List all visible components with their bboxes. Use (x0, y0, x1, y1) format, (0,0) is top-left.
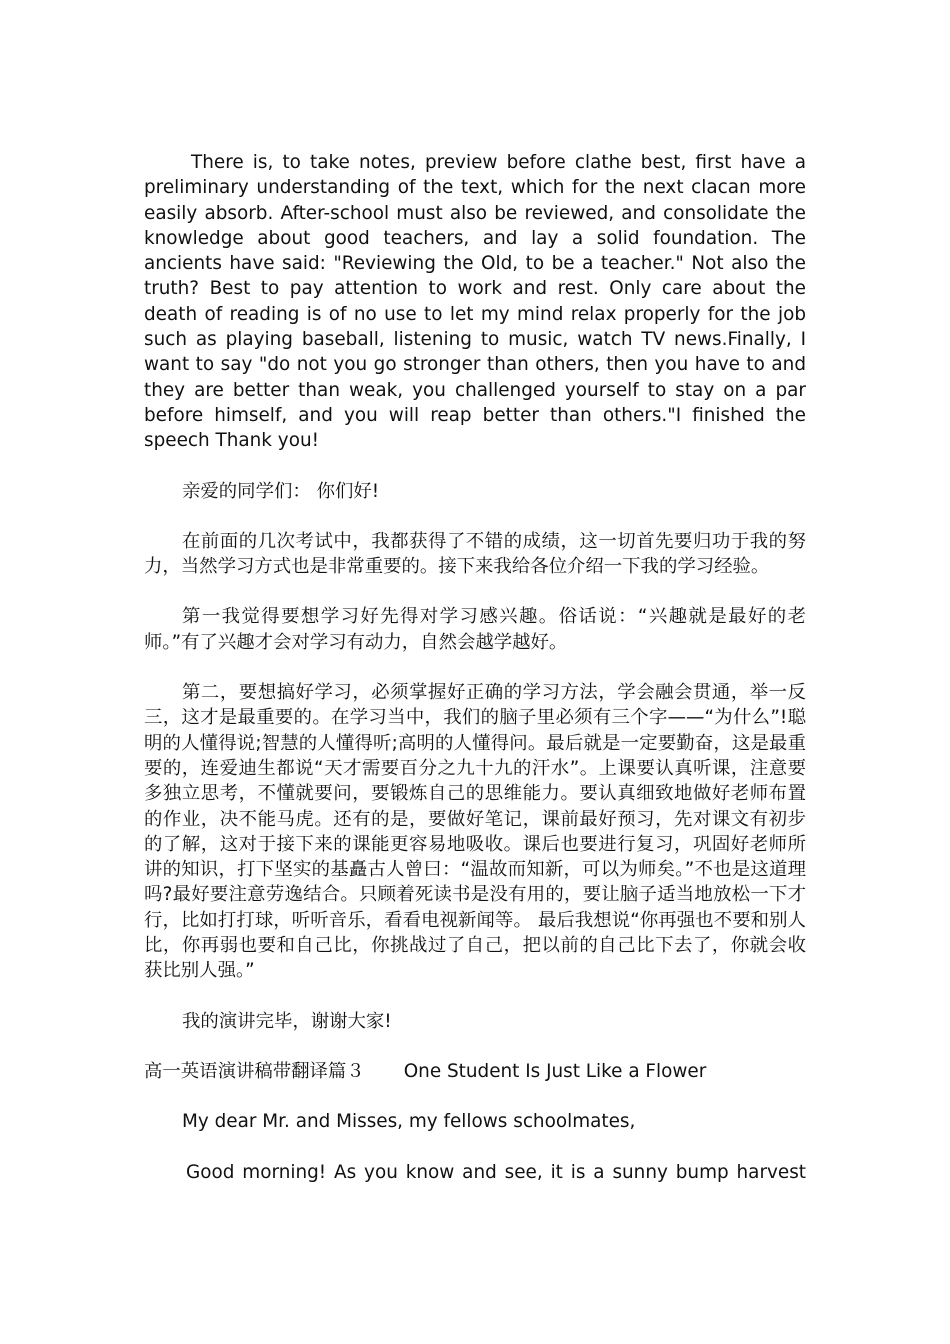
section-heading (144, 1059, 806, 1084)
paragraph-gap (144, 454, 806, 479)
paragraph-greeting: 亲爱的同学们： 你们好! (182, 480, 380, 502)
paragraph-gap (144, 504, 806, 529)
section-heading-english: One Student Is Just Like a Flower (403, 1060, 707, 1082)
section-heading-chinese: 高一英语演讲稿带翻译篇３ (144, 1060, 365, 1082)
paragraph-salutation: My dear Mr. and Misses, my fellows schoolmates, (182, 1111, 636, 1133)
paragraph-gap (144, 579, 806, 604)
document-page (144, 150, 806, 1185)
paragraph-english-study-tips: There is, to take notes, preview before clathe best, first have a preliminary understanding of the text, which for the next clacan more easily absorb. After-school must also be reviewed, and consolidate the knowledge about good teachers, and lay a solid foundation. The ancients have said: "Reviewing the Old, to be a teacher." Not also the truth? Best to pay attention to work and rest. Only care about the death of reading is of no use to let my mind relax properly for the job such as playing baseball, listening to music, watch TV news.Finally, I want to say "do not you go stronger than others, then you have to and they are better than weak, you challenged yourself to stay on a par before himself, and you will reap better than others."I finished the speech Thank you! (144, 152, 806, 452)
paragraph-methods: 第二，要想搞好学习，必须掌握好正确的学习方法，学会融会贯通，举一反三，这才是最重要的。在学习当中，我们的脑子里必须有三个字——“为什么”!聪明的人懂得说;智慧的人懂得听;高明的人懂得问。最后就是一定要勤奋，这是最重要的，连爱迪生都说“天才需要百分之九十九的汗水”。上课要认真听课，注意要多独立思考，不懂就要问，要锻炼自己的思维能力。要认真细致地做好老师布置的作业，决不能马虎。还有的是，要做好笔记，课前最好预习，先对课文有初步的了解，这对于接下来的课能更容易地吸收。课后也要进行复习，巩固好老师所讲的知识，打下坚实的基矗古人曾曰：“温故而知新，可以为师矣。”不也是这道理吗?最好要注意劳逸结合。只顾着死读书是没有用的，要让脑子适当地放松一下才行，比如打打球，听听音乐，看看电视新闻等。 最后我想说“你再强也不要和别人比，你再弱也要和自己比，你挑战过了自己，把以前的自己比下去了，你就会收获比别人强。” (144, 682, 806, 982)
paragraph-closing: 我的演讲完毕，谢谢大家! (182, 1010, 392, 1032)
paragraph-good-morning: Good morning! As you know and see, it is a sunny bump harvest (186, 1161, 806, 1183)
paragraph-gap (144, 984, 806, 1009)
paragraph-interest: 第一我觉得要想学习好先得对学习感兴趣。俗话说：“兴趣就是最好的老师。”有了兴趣才会对学习有动力，自然会越学越好。 (144, 606, 806, 653)
paragraph-intro: 在前面的几次考试中，我都获得了不错的成绩，这一切首先要归功于我的努力，当然学习方式也是非常重要的。接下来我给各位介绍一下我的学习经验。 (144, 530, 806, 578)
paragraph-gap (144, 1135, 806, 1160)
paragraph-gap (144, 1084, 806, 1109)
paragraph-gap (144, 1034, 806, 1059)
paragraph-gap (144, 655, 806, 680)
